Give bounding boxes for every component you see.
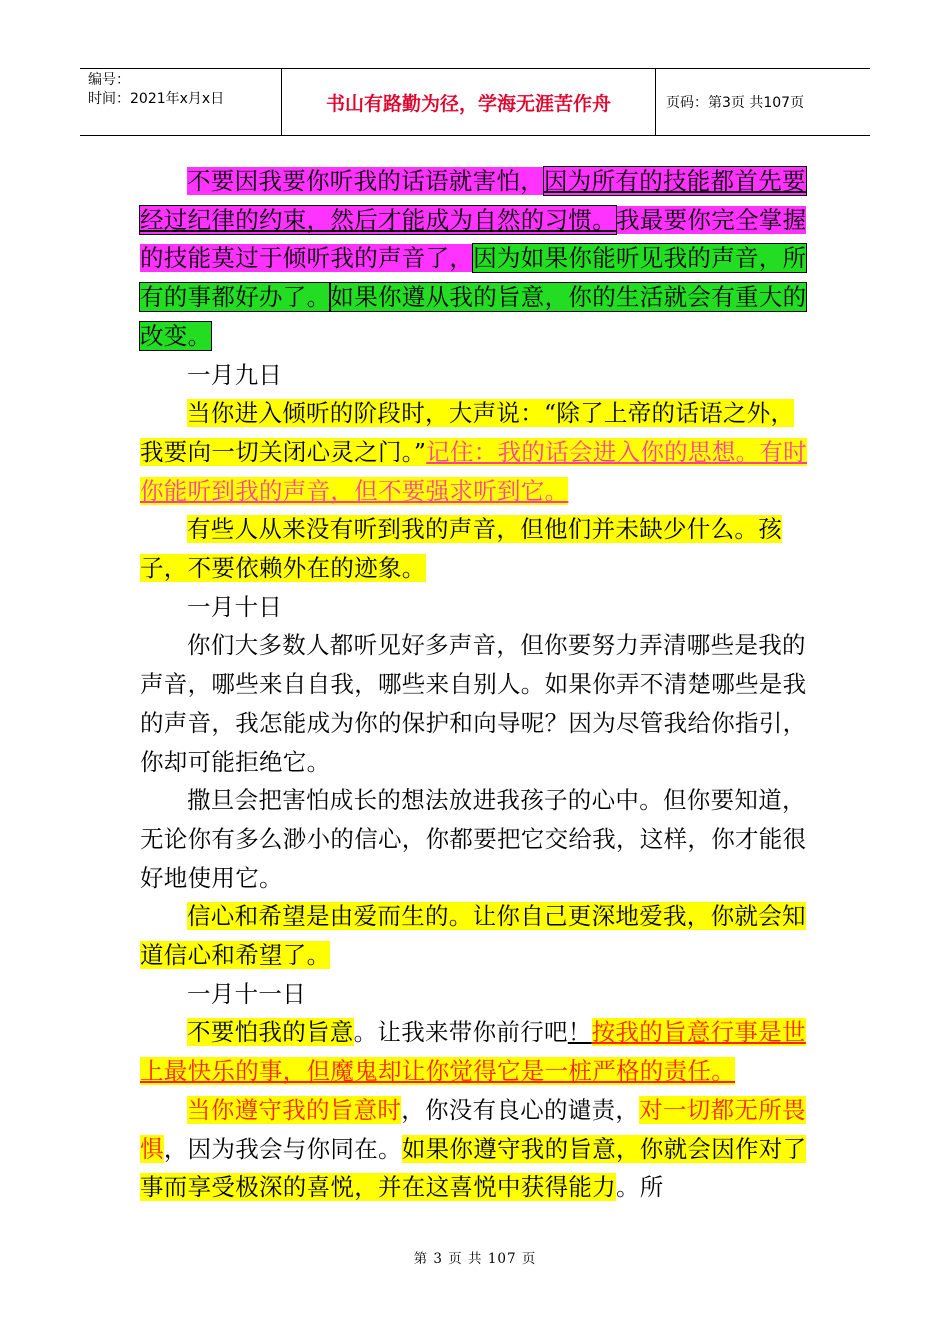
highlight-yellow-red: 对一切都无所畏惧 xyxy=(140,1095,806,1163)
plain-text: 。让我来带你前行吧 xyxy=(353,1018,568,1047)
plain-text: ，因为我会与你同在。 xyxy=(163,1134,402,1163)
plain-text: 。所 xyxy=(616,1173,664,1202)
highlight-yellow-red: 当你遵守我的旨意时 xyxy=(187,1095,402,1124)
underlined-text: ！ xyxy=(567,1018,592,1047)
date-heading: 一月十日 xyxy=(187,592,283,621)
number-label: 编号： xyxy=(88,72,130,88)
highlight-magenta-boxed: 因为所有的技能都首先要经过纪律的约束，然后才能成为自然的习惯。 xyxy=(140,167,806,234)
highlight-yellow: 有些人从来没有听到我的声音，但他们并未缺少什么。孩子，不要依赖外在的迹象。 xyxy=(140,515,782,583)
highlight-yellow-red-underlined: 按我的旨意行事是世上最快乐的事，但魔鬼却让你觉得它是一桩严格的责任。 xyxy=(140,1018,806,1086)
paragraph-1 xyxy=(140,162,812,356)
paragraph-6 xyxy=(140,897,812,974)
highlight-magenta: 不要因我要你听我的话语就害怕， xyxy=(187,167,544,195)
date-heading: 一月十一日 xyxy=(187,979,306,1008)
time-label: 时间：2021年x月x日 xyxy=(88,91,225,107)
highlight-green-boxed: 因为如果你能听见我的声音，所有的事都好办了。 xyxy=(140,244,807,312)
highlight-yellow: 信心和希望是由爱而生的。让你自己更深地爱我，你就会知道信心和希望了。 xyxy=(140,902,806,970)
header-motto: 书山有路勤为径，学海无涯苦作舟 xyxy=(282,69,656,135)
paragraph-2 xyxy=(140,394,812,510)
highlight-yellow: 不要怕我的旨意 xyxy=(187,1018,354,1047)
highlight-green-boxed: 如果你遵从我的旨意，你的生活就会有重大的改变。 xyxy=(140,283,807,350)
paragraph-7 xyxy=(140,1013,812,1090)
highlight-yellow-pink-underlined: 记住：我的话会进入你的思想。有时你能听到我的声音，但不要强求听到它。 xyxy=(140,437,807,505)
paragraph-8 xyxy=(140,1091,812,1207)
document-body xyxy=(140,162,812,1207)
header-meta xyxy=(80,69,282,135)
header-page-label: 页码：第3页 共107页 xyxy=(666,95,805,111)
page-footer: 第 3 页 共 107 页 xyxy=(413,1251,537,1267)
highlight-magenta: 我最要你完全掌握的技能莫过于倾听我的声音了， xyxy=(140,205,807,273)
highlight-yellow: 如果你遵守我的旨意，你就会因作对了事而享受极深的喜悦，并在这喜悦中获得能力 xyxy=(140,1134,807,1202)
paragraph-5: 撒旦会把害怕成长的想法放进我孩子的心中。但你要知道，无论你有多么渺小的信心，你都要把它交给我，这样，你才能很好地使用它。 xyxy=(140,786,807,892)
plain-text: ，你没有良心的谴责， xyxy=(401,1095,640,1124)
header-table xyxy=(80,68,870,136)
paragraph-4: 你们大多数人都听见好多声音，但你要努力弄清哪些是我的声音，哪些来自自我，哪些来自别人。如果你弄不清楚哪些是我的声音，我怎能成为你的保护和向导呢？因为尽管我给你指引，你却可能拒绝它。 xyxy=(140,631,807,776)
highlight-yellow: 当你进入倾听的阶段时，大声说：“除了上帝的话语之外，我要向一切关闭心灵之门。” xyxy=(140,399,795,466)
date-heading: 一月九日 xyxy=(187,360,283,389)
paragraph-3 xyxy=(140,510,812,587)
